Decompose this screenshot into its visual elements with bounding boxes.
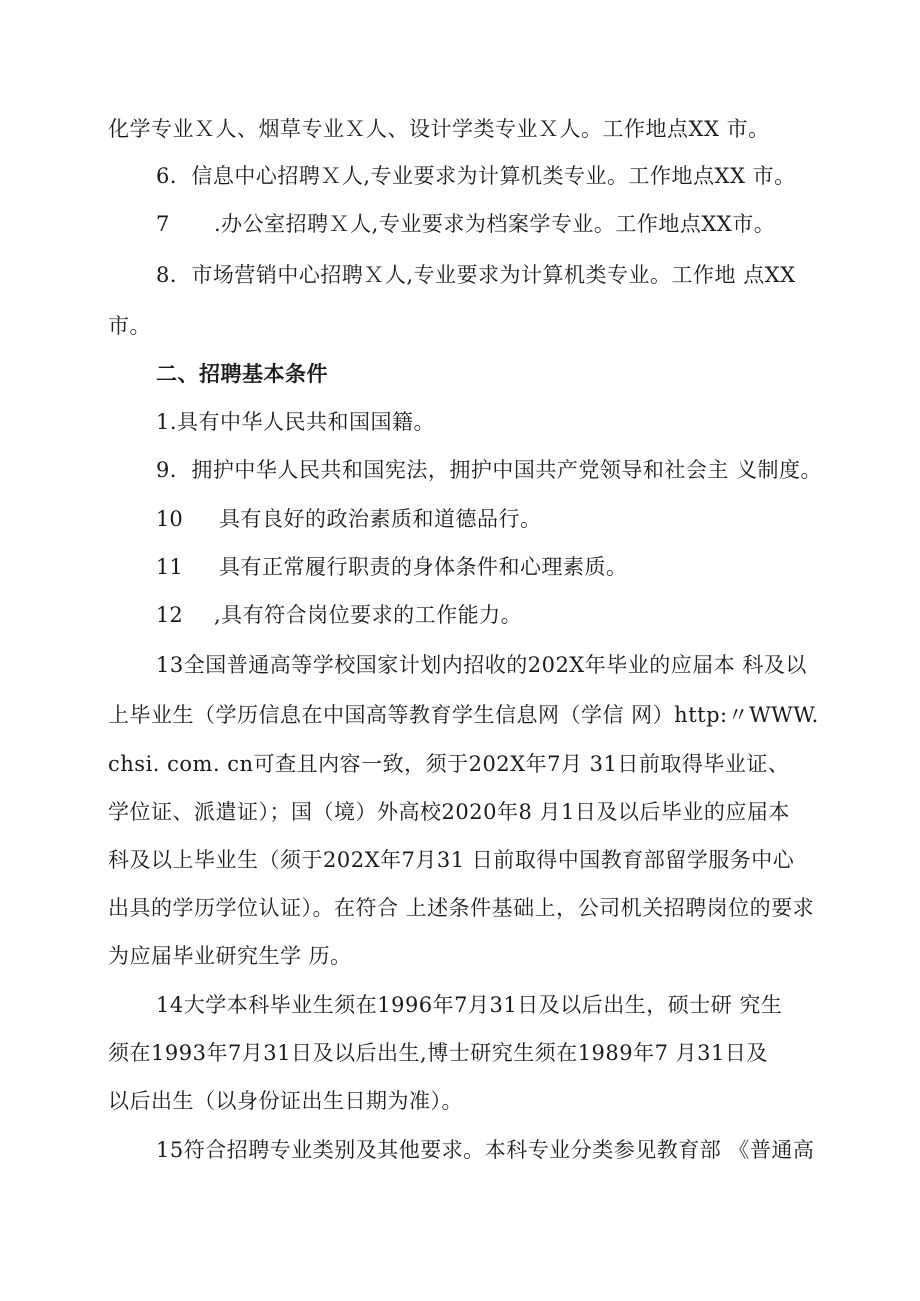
text-line: 市。: [108, 314, 151, 338]
condition-item-12: ,具有符合岗位要求的工作能力。: [214, 603, 523, 627]
list-number-10: 10: [156, 507, 183, 531]
condition-item-11: 具有正常履行职责的身体条件和心理素质。: [219, 555, 628, 579]
text-line: chsi. com. cn可查且内容一致，须于202X年7月 31日前取得毕业证、: [108, 752, 790, 776]
condition-item-13: 13全国普通高等学校国家计划内招收的202X年毕业的应届本 科及以: [156, 653, 807, 677]
list-number-11: 11: [156, 555, 183, 579]
list-number-7: 7: [156, 212, 170, 236]
condition-item-10: 具有良好的政治素质和道德品行。: [219, 507, 542, 531]
condition-item-15: 15符合招聘专业类别及其他要求。本科专业分类参见教育部 《普通高: [156, 1138, 815, 1162]
text-line: 上毕业生（学历信息在中国高等教育学生信息网（学信 网）http:〃WWW.: [108, 703, 819, 727]
text-line: 科及以上毕业生（须于202X年7月31 日前取得中国教育部留学服务中心: [108, 848, 795, 872]
section-heading: 二、招聘基本条件: [156, 361, 328, 386]
text-line: 以后出生（以身份证出生日期为准）。: [108, 1089, 463, 1113]
text-line: 学位证、派遣证）；国（境）外高校2020年8 月1日及以后毕业的应届本: [108, 800, 790, 824]
list-item-7: .办公室招聘Ｘ人,专业要求为档案学专业。工作地点XX市。: [214, 212, 776, 236]
condition-item-1: 1.具有中华人民共和国国籍。: [156, 410, 436, 434]
text-line: 化学专业Ｘ人、烟草专业Ｘ人、设计学类专业Ｘ人。工作地点XX 市。: [108, 117, 770, 141]
text-line: 为应届毕业研究生学 历。: [108, 944, 352, 968]
text-line: 出具的学历学位认证）。在符合 上述条件基础上，公司机关招聘岗位的要求: [108, 896, 815, 920]
condition-item-9: 9．拥护中华人民共和国宪法，拥护中国共产党领导和社会主 义制度。: [156, 458, 823, 482]
list-item-8: 8．市场营销中心招聘Ｘ人,专业要求为计算机类专业。工作地 点XX: [156, 263, 796, 287]
condition-item-14: 14大学本科毕业生须在1996年7月31日及以后出生，硕士研 究生: [156, 993, 783, 1017]
text-line: 须在1993年7月31日及以后出生,博士研究生须在1989年7 月31日及: [108, 1041, 768, 1065]
list-number-12: 12: [156, 603, 183, 627]
list-item-6: 6．信息中心招聘Ｘ人,专业要求为计算机类专业。工作地点XX 市。: [156, 164, 796, 188]
